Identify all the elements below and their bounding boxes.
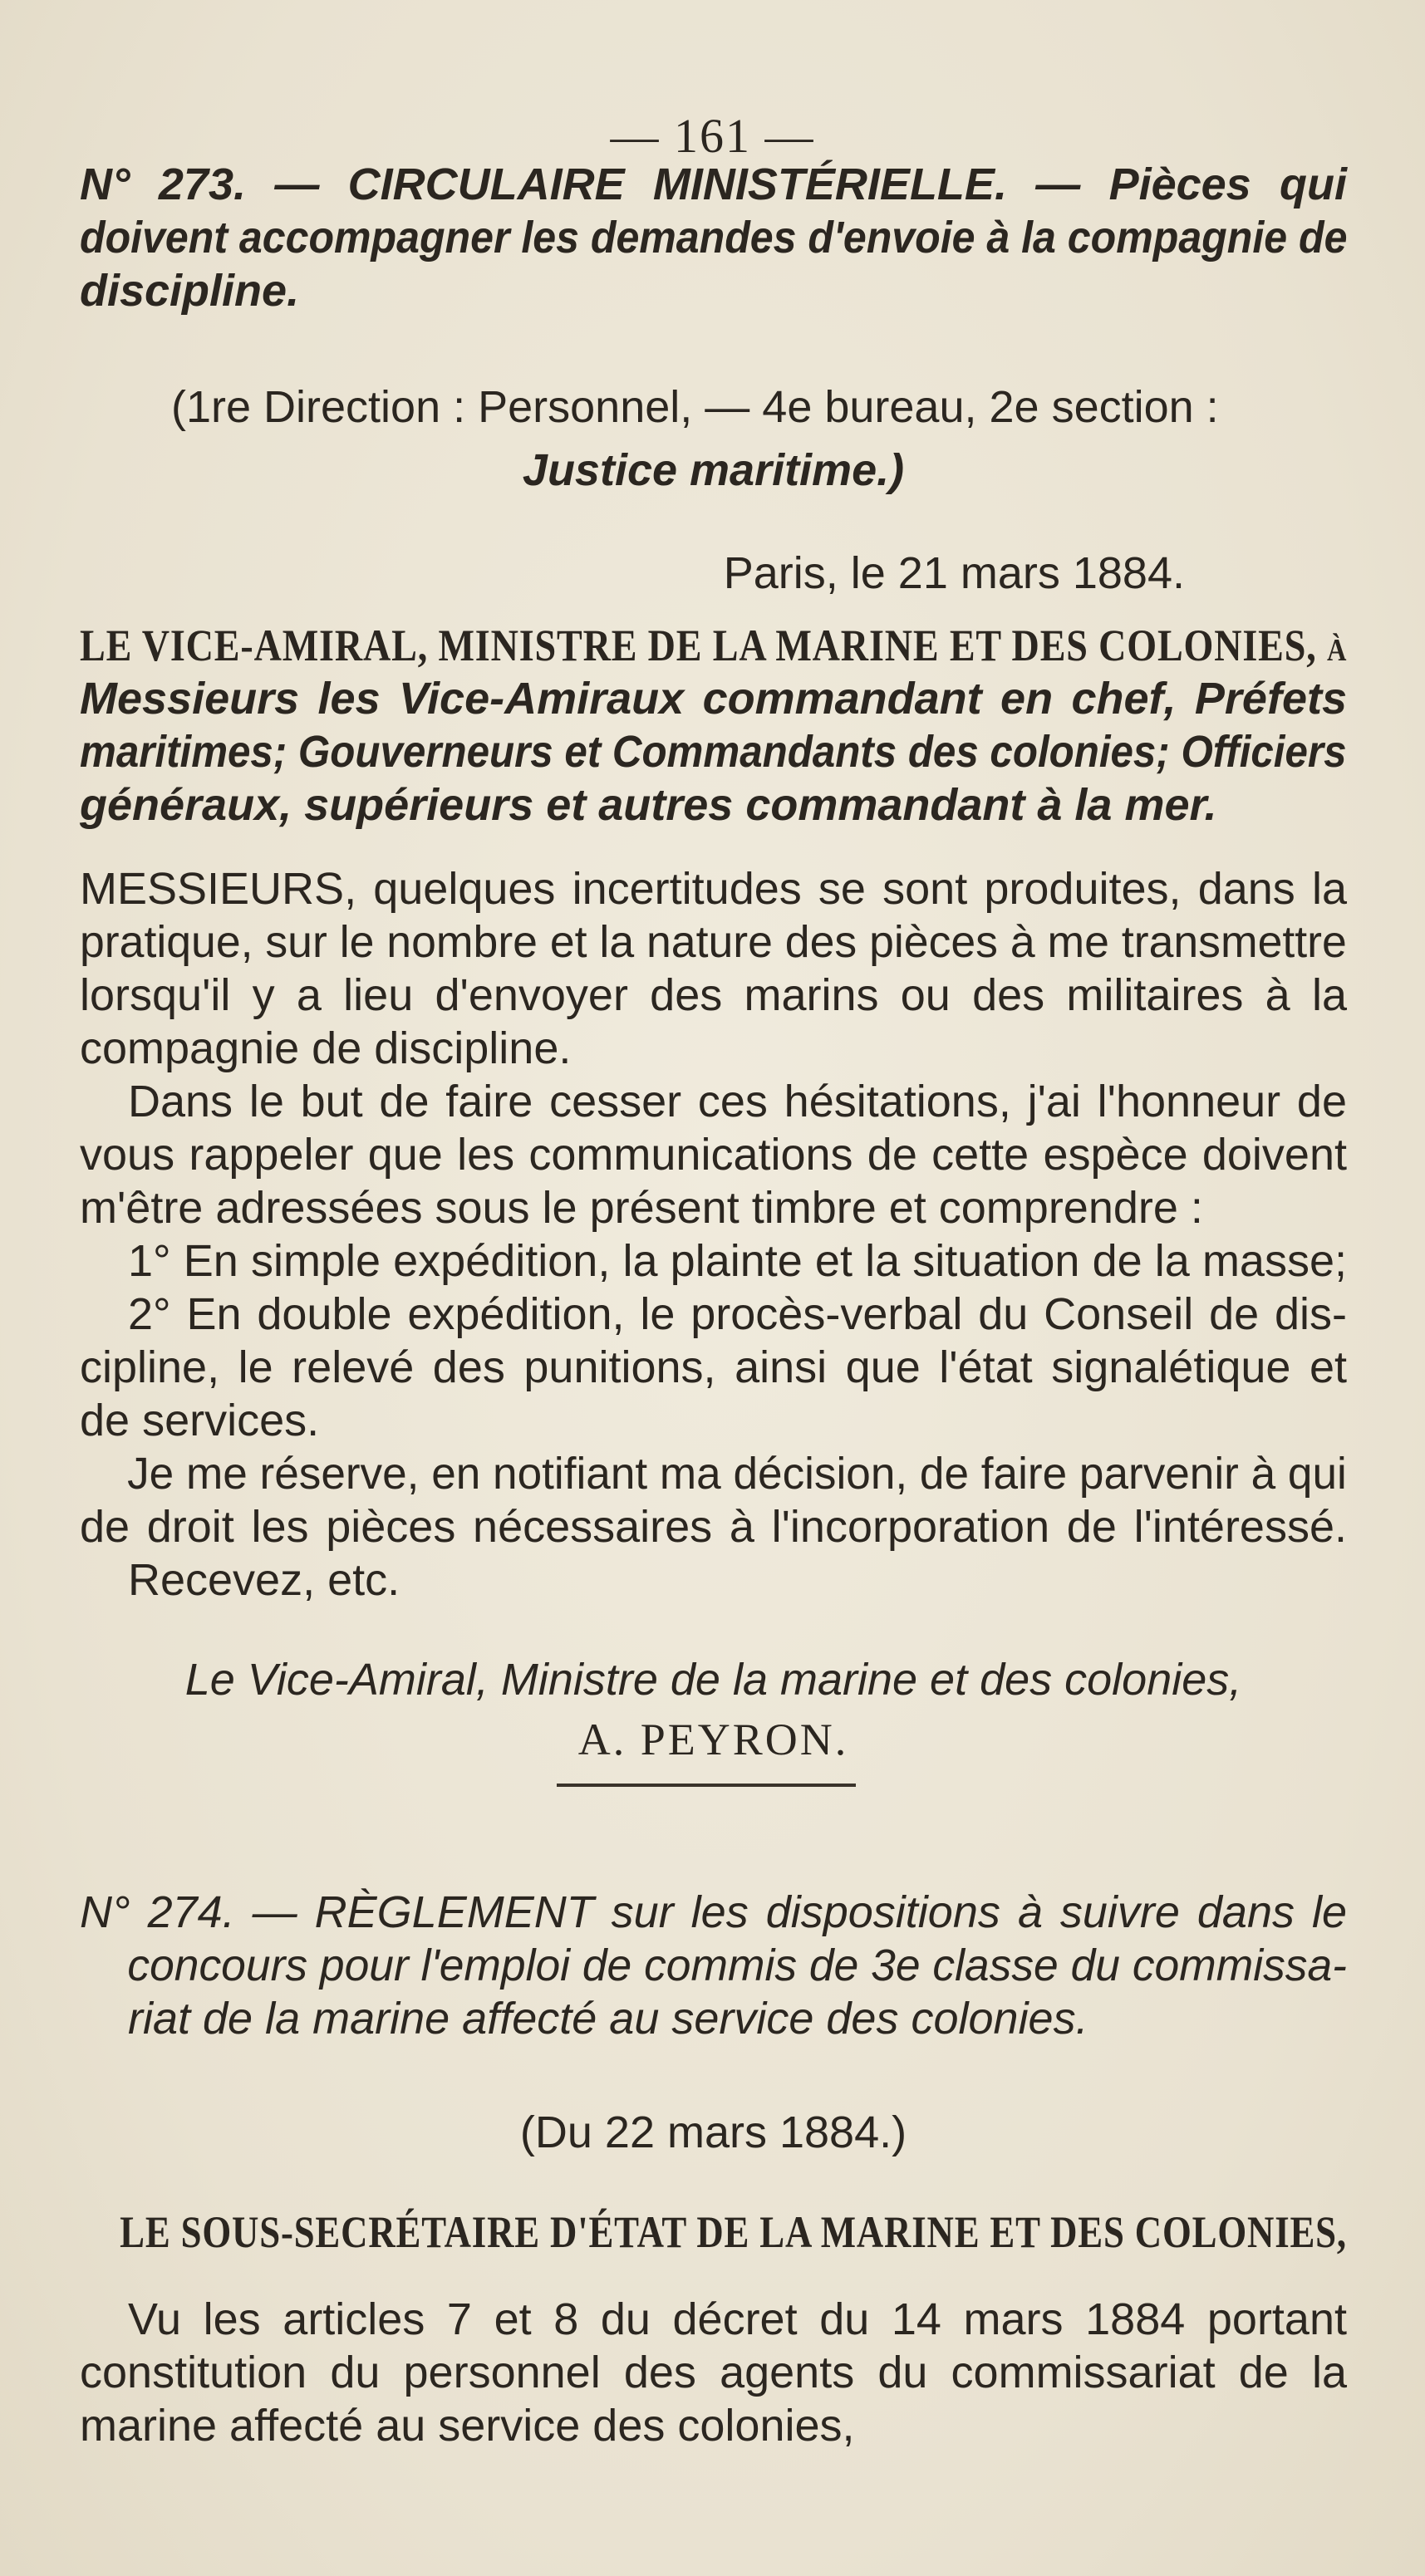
body-line: m'être adressées sous le présent timbre et comprendre :: [80, 1183, 1203, 1233]
doc273-direction: [171, 380, 1276, 434]
doc273-address: [80, 619, 1347, 832]
body-line: constitution du personnel des agents du commissariat de la: [80, 2348, 1347, 2397]
body-line: 1° En simple expédition, la plainte et la situation de la masse;: [128, 1236, 1347, 1286]
body-line: Vu les articles 7 et 8 du décret du 14 mars 1884 portant: [128, 2294, 1347, 2344]
body-line: cipline, le relevé des punitions, ainsi que l'état signalétique et: [80, 1342, 1347, 1392]
heading-line: riat de la marine affecté au service des colonies.: [128, 1994, 1088, 2044]
address-line: Messieurs les Vice-Amiraux commandant en chef, Préfets: [80, 674, 1347, 724]
body-line: de services.: [80, 1396, 320, 1445]
body-line: compagnie de discipline.: [80, 1023, 572, 1073]
authority-line: LE SOUS-SECRÉTAIRE D'ÉTAT DE LA MARINE ET DES COLONIES,: [120, 2207, 1347, 2257]
doc273-body: [80, 862, 1347, 1607]
doc274-authority: [80, 2206, 1347, 2259]
doc273-signature-title: [80, 1653, 1347, 1706]
body-line: lorsqu'il y a lieu d'envoyer des marins ou des militaires à la: [80, 970, 1347, 1020]
doc273-place-date: [80, 547, 1185, 600]
doc274-heading: [80, 1886, 1347, 2045]
body-line: vous rappeler que les communications de cette espèce doivent: [80, 1130, 1347, 1180]
body-line: 2° En double expédition, le procès-verbal du Conseil de dis-: [128, 1289, 1347, 1339]
signature-name: A. PEYRON.: [577, 1715, 849, 1764]
direction-line: Justice maritime.): [522, 445, 905, 495]
body-line: pratique, sur le nombre et la nature des pièces à me transmettre: [80, 917, 1347, 967]
doc273-signature-name: [80, 1713, 1347, 1766]
page-number: — 161 —: [610, 109, 815, 163]
address-line: généraux, supérieurs et autres commandant à la mer.: [80, 780, 1217, 830]
doc274-date: [80, 2106, 1347, 2159]
body-line: de droit les pièces nécessaires à l'incorporation de l'intéressé.: [80, 1502, 1347, 1552]
heading-line: doivent accompagner les demandes d'envoie à la compagnie de: [80, 213, 1348, 263]
heading-line: discipline.: [80, 266, 300, 316]
body-line: Je me réserve, en notifiant ma décision, de faire parvenir à qui: [127, 1449, 1347, 1499]
heading-line: concours pour l'emploi de commis de 3e classe du commissa-: [127, 1941, 1347, 1990]
heading-line: N° 274. — RÈGLEMENT sur les dispositions à suivre dans le: [80, 1887, 1347, 1937]
body-line: Dans le but de faire cesser ces hésitations, j'ai l'honneur de: [128, 1077, 1347, 1126]
address-line: maritimes; Gouverneurs et Commandants des colonies; Officiers: [80, 727, 1347, 777]
doc273-heading: [80, 158, 1347, 317]
body-line: Recevez, etc.: [128, 1555, 400, 1605]
decree-date: (Du 22 mars 1884.): [519, 2107, 907, 2157]
body-line: marine affecté au service des colonies,: [80, 2401, 855, 2451]
doc273-direction-2: [80, 444, 1347, 497]
heading-line: N° 273. — CIRCULAIRE MINISTÉRIELLE. — Pièces qui: [80, 159, 1347, 209]
place-date: Paris, le 21 mars 1884.: [723, 548, 1185, 598]
address-line: LE VICE-AMIRAL, MINISTRE DE LA MARINE ET DES COLONIES, à: [80, 621, 1348, 670]
section-divider: [557, 1784, 856, 1787]
body-line: MESSIEURS, quelques incertitudes se sont produites, dans la: [80, 864, 1347, 914]
doc274-body: [80, 2293, 1347, 2452]
direction-line: (1re Direction : Personnel, — 4e bureau, 2e section :: [171, 382, 1219, 432]
signature-title: Le Vice-Amiral, Ministre de la marine et des colonies,: [184, 1655, 1242, 1705]
